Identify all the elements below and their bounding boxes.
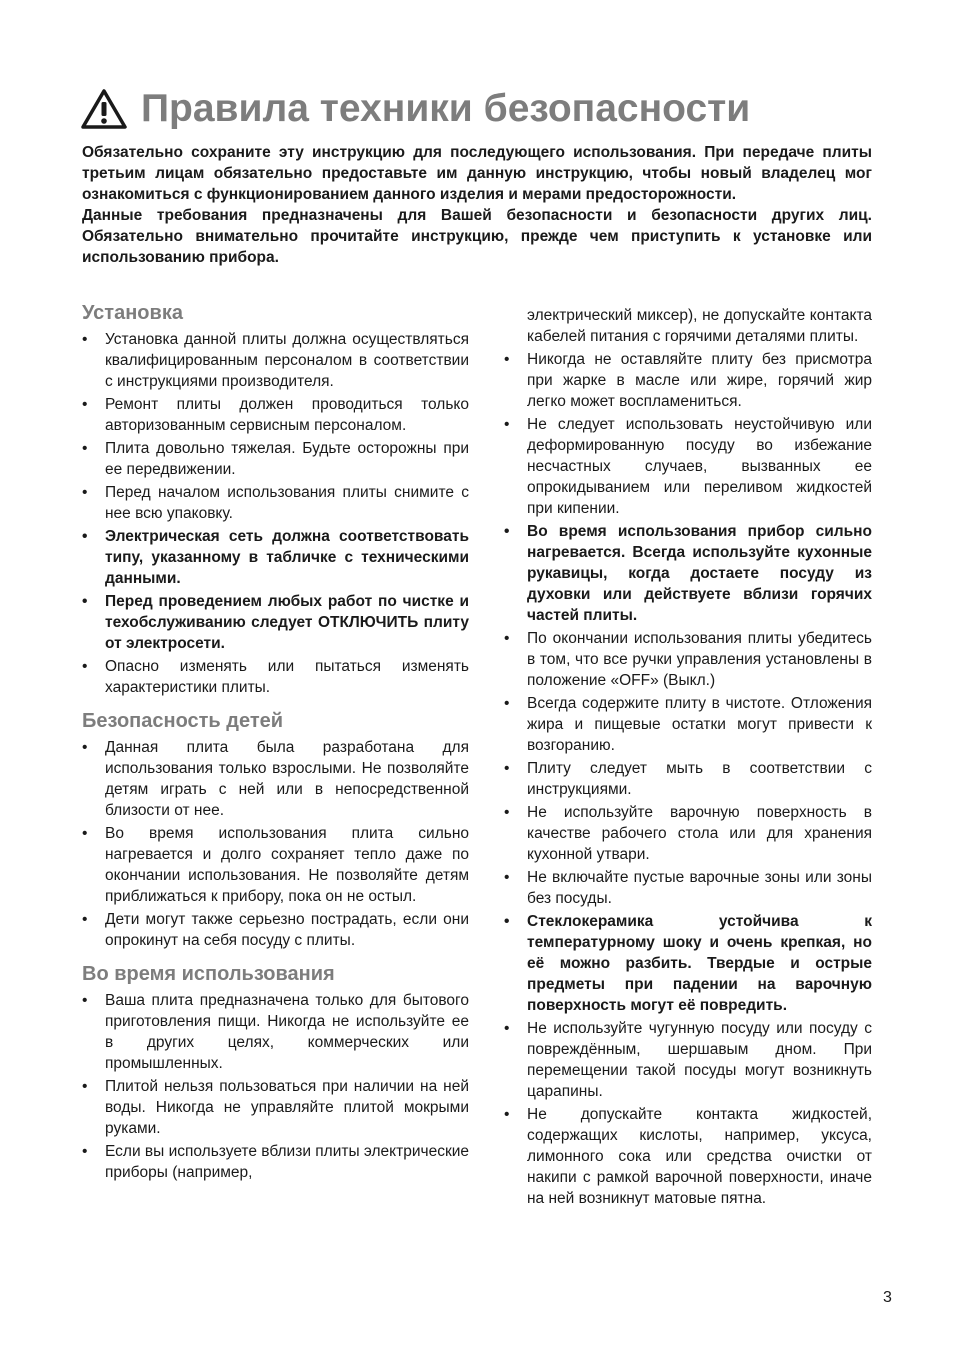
list-item bbox=[82, 482, 469, 524]
list-item-text: По окончании использования плиты убедитесь в том, что все ручки управления установлены в положение «OFF» (Выкл.) bbox=[527, 630, 872, 689]
list-item bbox=[82, 823, 469, 907]
page-title: Правила техники безопасности bbox=[141, 87, 751, 130]
list-item bbox=[82, 909, 469, 951]
list-item-text: Не используйте варочную поверхность в качестве рабочего стола или для хранения кухонной утвари. bbox=[527, 804, 872, 863]
list-item-text: Плиту следует мыть в соответствии с инструкциями. bbox=[527, 760, 872, 798]
intro-text bbox=[82, 142, 872, 268]
list-item bbox=[504, 802, 872, 865]
list-item-continued bbox=[504, 305, 872, 347]
right-column bbox=[504, 305, 872, 1211]
list-item bbox=[82, 656, 469, 698]
list-item-bold bbox=[82, 526, 469, 589]
list-item bbox=[504, 1104, 872, 1209]
bullet: • bbox=[82, 1143, 88, 1160]
list-item bbox=[504, 867, 872, 909]
list-item-text: Установка данной плиты должна осуществляться квалифицированным персоналом в соответствии с инструкциями производителя. bbox=[105, 331, 469, 390]
bullet: • bbox=[82, 440, 88, 457]
list-item-text: Во время использования плита сильно нагревается и долго сохраняет тепло даже по окончании использования. Не позволяйте детям приближаться к прибору, пока он не остыл. bbox=[105, 825, 469, 905]
installation-list bbox=[82, 329, 469, 698]
intro-paragraph-2: Данные требования предназначены для Вашей безопасности и безопасности других лиц. Обязательно внимательно прочитайте инструкцию, прежде чем приступить к установке или использованию прибора. bbox=[82, 207, 872, 266]
bullet: • bbox=[504, 630, 510, 647]
list-item-text: Не используйте чугунную посуду или посуду с повреждённым, шершавым дном. При перемещении такой посуды могут возникнуть царапины. bbox=[527, 1020, 872, 1100]
intro-paragraph-1: Обязательно сохраните эту инструкцию для последующего использования. При передаче плиты третьим лицам обязательно предоставьте им данную инструкцию, чтобы новый владелец мог ознакомиться с функционированием данного изделия и мерами предосторожности. bbox=[82, 144, 872, 203]
list-item bbox=[504, 349, 872, 412]
list-item-text: Никогда не оставляйте плиту без присмотра при жарке в масле или жире, горячий жир легко может воспламениться. bbox=[527, 351, 872, 410]
list-item bbox=[82, 438, 469, 480]
list-item bbox=[82, 1141, 469, 1183]
bullet: • bbox=[504, 869, 510, 886]
page-number: 3 bbox=[883, 1289, 892, 1306]
usage-list-continued bbox=[504, 305, 872, 1209]
list-item bbox=[504, 414, 872, 519]
left-column bbox=[82, 300, 469, 1185]
bullet: • bbox=[504, 804, 510, 821]
list-item-text: Опасно изменять или пытаться изменять характеристики плиты. bbox=[105, 658, 469, 696]
list-item-text: Всегда содержите плиту в чистоте. Отложения жира и пищевые остатки могут привести к возгоранию. bbox=[527, 695, 872, 754]
list-item-text: Ваша плита предназначена только для бытового приготовления пищи. Никогда не используйте ее в других целях, коммерческих или промышленных. bbox=[105, 992, 469, 1072]
list-item-text: Не включайте пустые варочные зоны или зоны без посуды. bbox=[527, 869, 872, 907]
page-header bbox=[80, 84, 880, 134]
list-item bbox=[82, 329, 469, 392]
list-item-text: Не следует использовать неустойчивую или деформированную посуду во избежание несчастных случаев, вызванных ее опрокидыванием или переливом жидкостей при кипении. bbox=[527, 416, 872, 517]
bullet: • bbox=[82, 739, 88, 756]
bullet: • bbox=[82, 484, 88, 501]
list-item-text: Ремонт плиты должен проводиться только авторизованным сервисным персоналом. bbox=[105, 396, 469, 434]
section-heading-usage: Во время использования bbox=[82, 963, 335, 985]
bullet: • bbox=[82, 331, 88, 348]
bullet: • bbox=[82, 593, 88, 610]
bullet: • bbox=[82, 825, 88, 842]
list-item-text: Плитой нельзя пользоваться при наличии на ней воды. Никогда не управляйте плитой мокрыми руками. bbox=[105, 1078, 469, 1137]
bullet: • bbox=[82, 528, 88, 545]
bullet: • bbox=[82, 992, 88, 1009]
list-item-text: Данная плита была разработана для использования только взрослыми. Не позволяйте детям играть с ней или в непосредственной близости от нее. bbox=[105, 739, 469, 819]
bullet: • bbox=[504, 913, 510, 930]
list-item bbox=[82, 737, 469, 821]
list-item-bold bbox=[82, 591, 469, 654]
section-heading-children: Безопасность детей bbox=[82, 710, 284, 732]
bullet: • bbox=[504, 351, 510, 368]
warning-triangle-icon bbox=[80, 88, 128, 130]
section-heading-installation: Установка bbox=[82, 302, 183, 324]
list-item bbox=[82, 394, 469, 436]
bullet: • bbox=[504, 760, 510, 777]
list-item-text: Перед проведением любых работ по чистке и техобслуживанию следует ОТКЛЮЧИТЬ плиту от электросети. bbox=[105, 593, 469, 652]
list-item bbox=[504, 693, 872, 756]
usage-list bbox=[82, 990, 469, 1183]
list-item-text: Не допускайте контакта жидкостей, содержащих кислоты, например, уксуса, лимонного сока или средства очистки от накипи с рамкой варочной поверхности, иначе на ней возникнут матовые пятна. bbox=[527, 1106, 872, 1207]
bullet: • bbox=[504, 523, 510, 540]
list-item-bold bbox=[504, 521, 872, 626]
bullet: • bbox=[82, 658, 88, 675]
list-item-text: Если вы используете вблизи плиты электрические приборы (например, bbox=[105, 1143, 470, 1181]
list-item bbox=[504, 1018, 872, 1102]
bullet: • bbox=[504, 1106, 510, 1123]
list-item bbox=[504, 758, 872, 800]
list-item bbox=[82, 990, 469, 1074]
bullet: • bbox=[504, 416, 510, 433]
list-item-text: Электрическая сеть должна соответствовать типу, указанному в табличке с техническими данными. bbox=[105, 528, 469, 587]
list-item-text: Во время использования прибор сильно нагревается. Всегда используйте кухонные рукавицы, когда достаете посуду из духовки или действуете вблизи горячих частей плиты. bbox=[527, 523, 872, 624]
list-item-bold bbox=[504, 911, 872, 1016]
list-item-text: Дети могут также серьезно пострадать, если они опрокинут на себя посуду с плиты. bbox=[105, 911, 469, 949]
bullet: • bbox=[504, 695, 510, 712]
bullet: • bbox=[82, 1078, 88, 1095]
bullet: • bbox=[82, 396, 88, 413]
bullet: • bbox=[82, 911, 88, 928]
list-item-text: Перед началом использования плиты снимите с нее всю упаковку. bbox=[105, 484, 469, 522]
children-list bbox=[82, 737, 469, 951]
list-item-text: электрический миксер), не допускайте контакта кабелей питания с горячими деталями плиты. bbox=[527, 307, 872, 345]
bullet: • bbox=[504, 1020, 510, 1037]
list-item bbox=[82, 1076, 469, 1139]
list-item-text: Стеклокерамика устойчива к температурному шоку и очень крепкая, но её можно разбить. Твердые и острые предметы при падении на варочную поверхность могут её повредить. bbox=[527, 913, 872, 1014]
list-item-text: Плита довольно тяжелая. Будьте осторожны при ее передвижении. bbox=[105, 440, 469, 478]
list-item bbox=[504, 628, 872, 691]
